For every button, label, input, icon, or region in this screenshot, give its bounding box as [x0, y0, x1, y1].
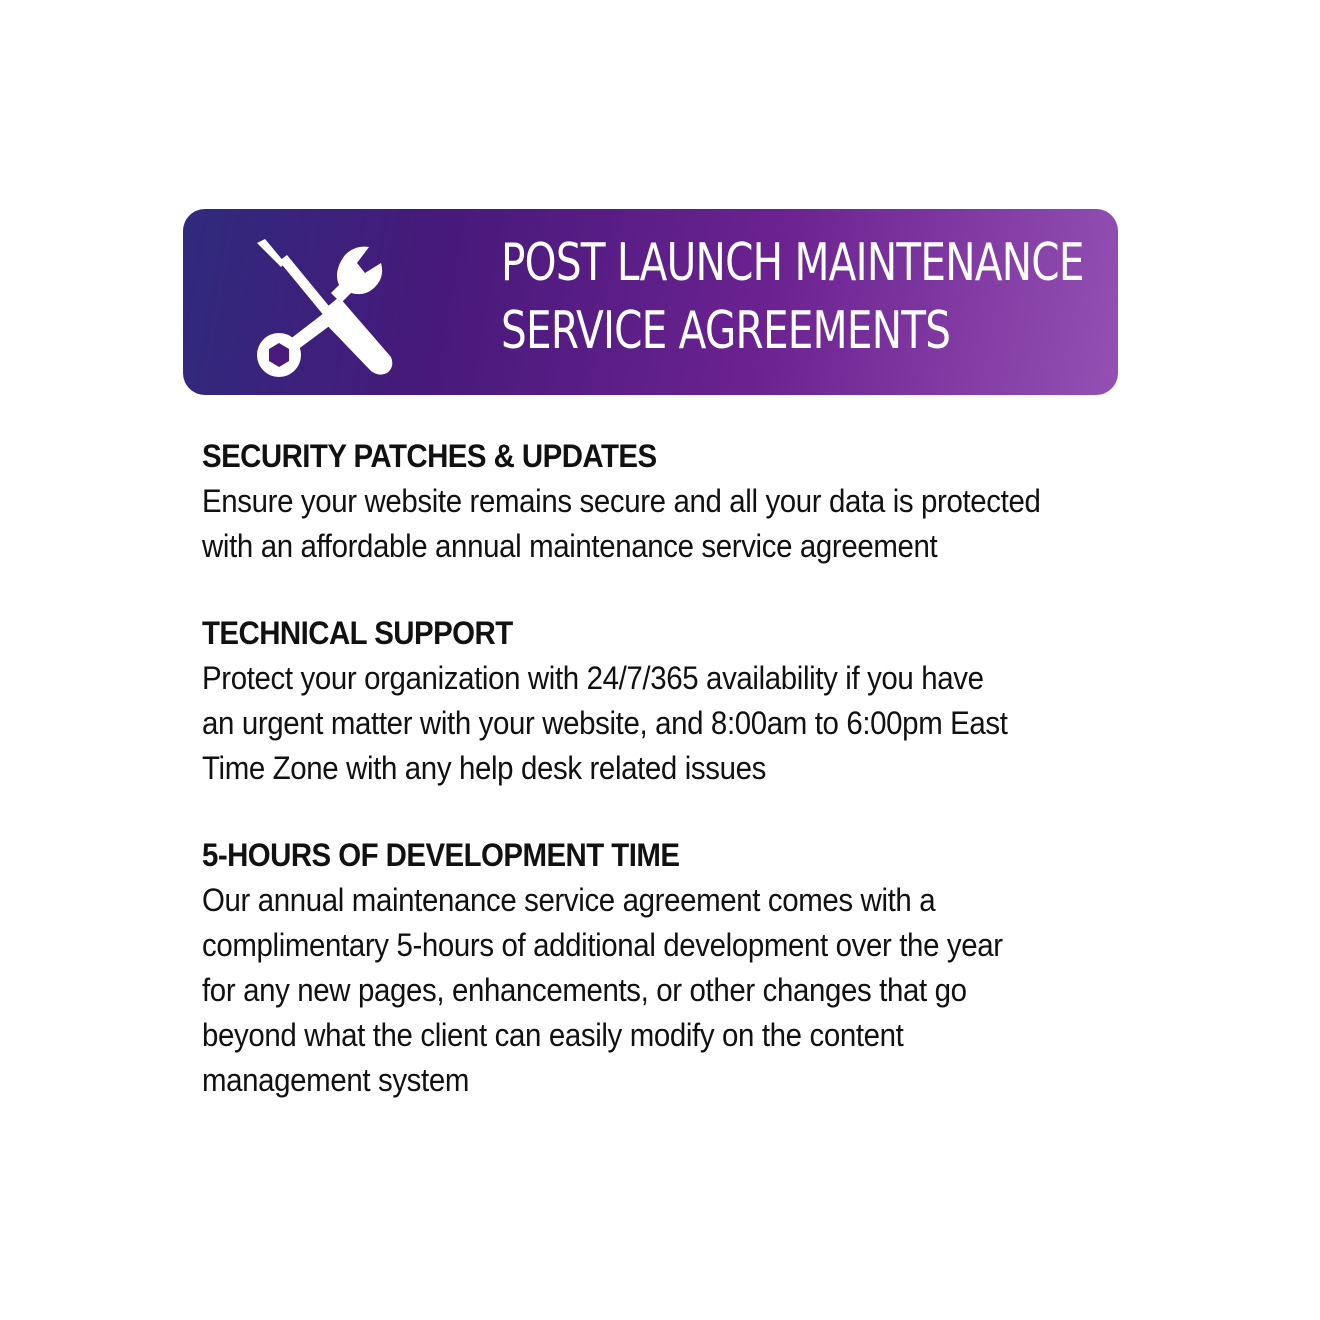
body-line: Our annual maintenance service agreement comes with a: [202, 882, 936, 918]
body-line: with an affordable annual maintenance service agreement: [202, 528, 938, 564]
section-body: [202, 878, 1085, 1103]
wrench-screwdriver-icon: [251, 237, 396, 377]
body-line: beyond what the client can easily modify on the content: [202, 1017, 904, 1053]
section-security: [202, 434, 1162, 569]
body-line: an urgent matter with your website, and 8:00am to 6:00pm East: [202, 705, 1008, 741]
body-line: Time Zone with any help desk related issues: [202, 750, 767, 786]
body-line: complimentary 5-hours of additional development over the year: [202, 927, 1003, 963]
body-line: management system: [202, 1062, 470, 1098]
body-line: for any new pages, enhancements, or other changes that go: [202, 972, 967, 1008]
section-heading: 5-HOURS OF DEVELOPMENT TIME: [202, 837, 680, 873]
banner-title-line-1: POST LAUNCH MAINTENANCE: [501, 233, 1084, 293]
section-body: [202, 656, 1085, 791]
section-development-time: [202, 833, 1162, 1103]
header-banner: [183, 209, 1118, 395]
section-heading: SECURITY PATCHES & UPDATES: [202, 438, 657, 474]
content: [202, 434, 1162, 1145]
banner-title-line-2: SERVICE AGREEMENTS: [501, 301, 951, 361]
body-line: Ensure your website remains secure and all your data is protected: [202, 483, 1041, 519]
body-line: Protect your organization with 24/7/365 availability if you have: [202, 660, 984, 696]
section-heading: TECHNICAL SUPPORT: [202, 615, 513, 651]
banner-title: [501, 229, 1084, 365]
section-technical-support: [202, 611, 1162, 791]
section-body: [202, 479, 1085, 569]
